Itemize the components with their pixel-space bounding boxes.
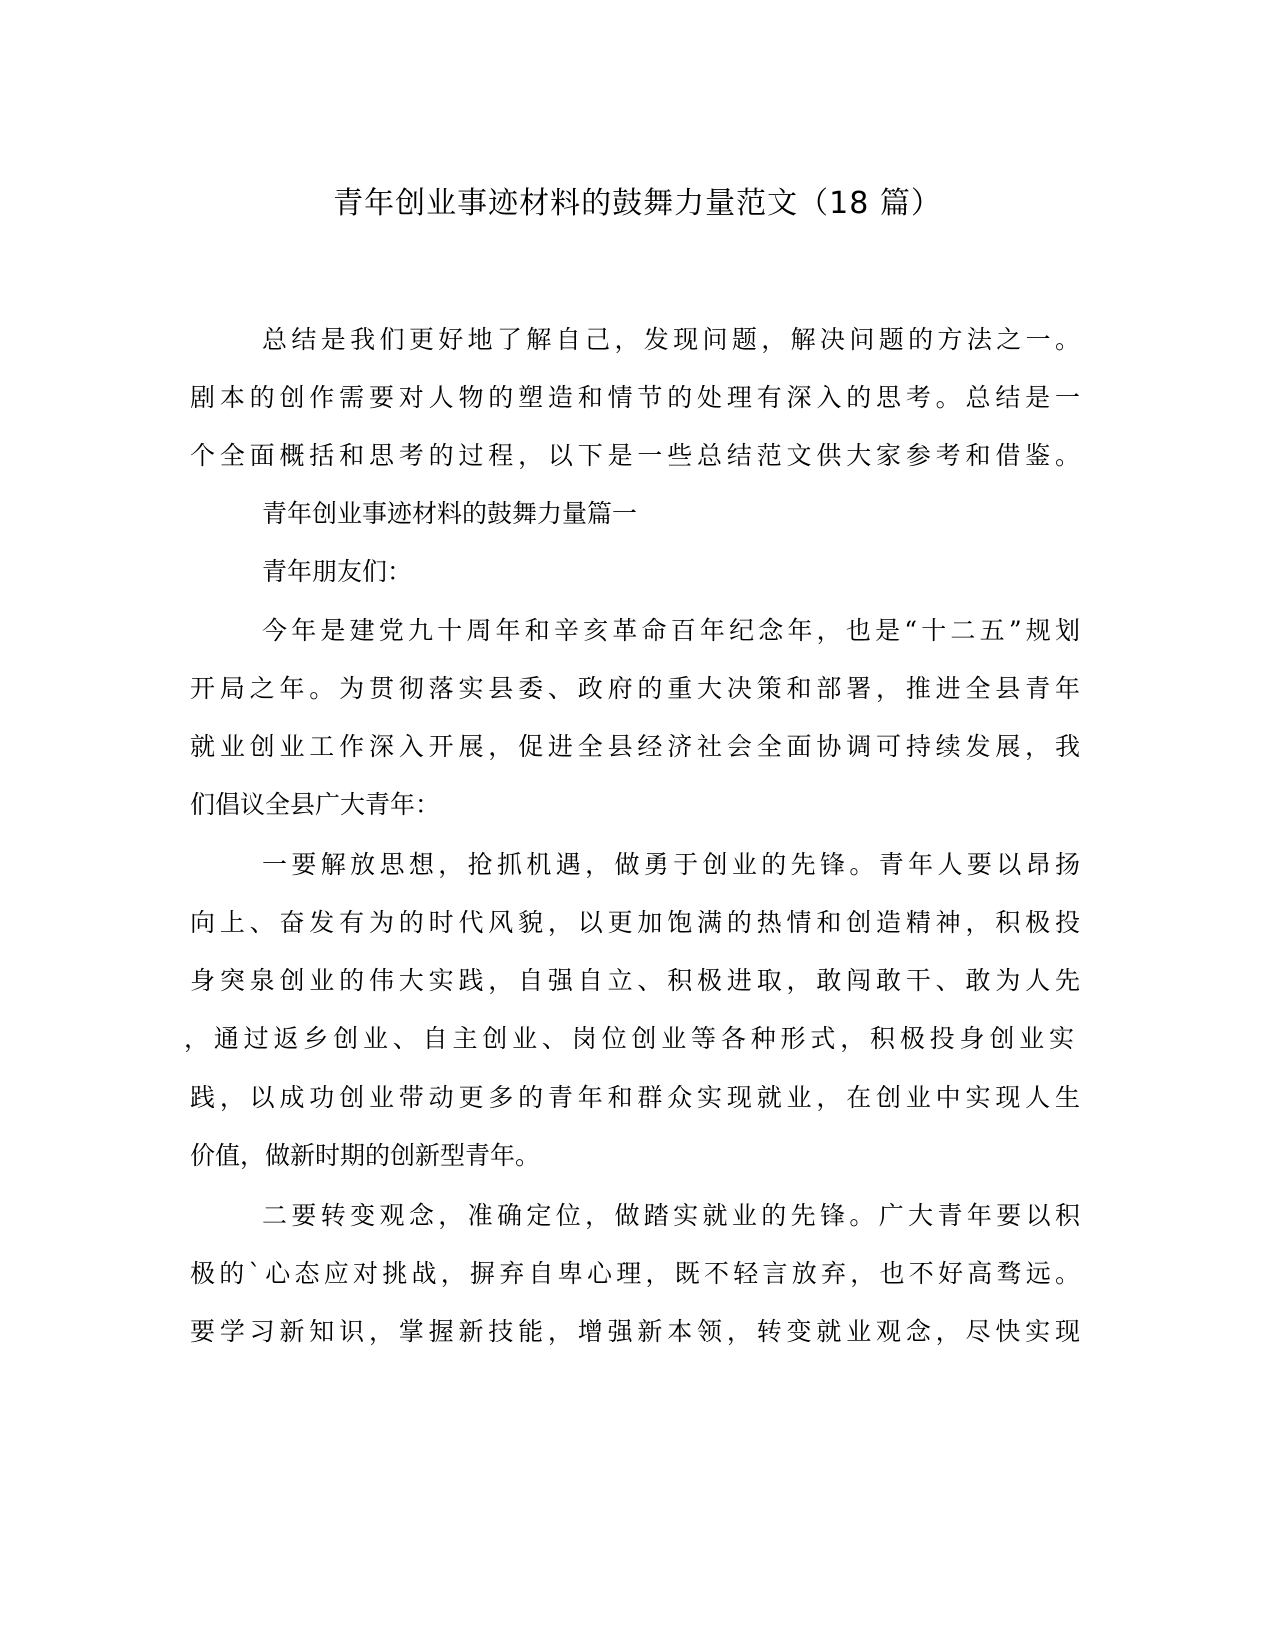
- paragraph-line: 总结是我们更好地了解自己，发现问题，解决问题的方法之一。: [262, 325, 1080, 354]
- paragraph-line: 个全面概括和思考的过程，以下是一些总结范文供大家参考和借鉴。: [190, 441, 1080, 470]
- paragraph-line: 二要转变观念，准确定位，做踏实就业的先锋。广大青年要以积: [262, 1201, 1080, 1230]
- salutation: 青年朋友们：: [262, 557, 413, 586]
- document-title: 青年创业事迹材料的鼓舞力量范文（18 篇）: [333, 186, 942, 221]
- paragraph-line: 一要解放思想，抢抓机遇，做勇于创业的先锋。青年人要以昂扬: [262, 850, 1080, 879]
- paragraph-line: 价值，做新时期的创新型青年。: [190, 1141, 541, 1170]
- paragraph-line: 们倡议全县广大青年：: [190, 790, 441, 819]
- paragraph-line: 向上、奋发有为的时代风貌，以更加饱满的热情和创造精神，积极投: [190, 908, 1080, 937]
- paragraph-line: 今年是建党九十周年和辛亥革命百年纪念年，也是“十二五”规划: [262, 616, 1080, 645]
- paragraph-line: 要学习新知识，掌握新技能，增强新本领，转变就业观念，尽快实现: [190, 1317, 1080, 1346]
- section-heading: 青年创业事迹材料的鼓舞力量篇一: [262, 499, 638, 528]
- paragraph-line: 极的`心态应对挑战，摒弃自卑心理，既不轻言放弃，也不好高骛远。: [190, 1259, 1080, 1288]
- paragraph-line: 开局之年。为贯彻落实县委、政府的重大决策和部署，推进全县青年: [190, 674, 1080, 703]
- paragraph-line: 身突泉创业的伟大实践，自强自立、积极进取，敢闯敢干、敢为人先: [190, 966, 1080, 995]
- paragraph-line: 就业创业工作深入开展，促进全县经济社会全面协调可持续发展，我: [190, 732, 1080, 761]
- paragraph-line: 践，以成功创业带动更多的青年和群众实现就业，在创业中实现人生: [190, 1083, 1080, 1112]
- paragraph-line: ，通过返乡创业、自主创业、岗位创业等各种形式，积极投身创业实: [184, 1024, 1074, 1053]
- paragraph-line: 剧本的创作需要对人物的塑造和情节的处理有深入的思考。总结是一: [190, 383, 1080, 412]
